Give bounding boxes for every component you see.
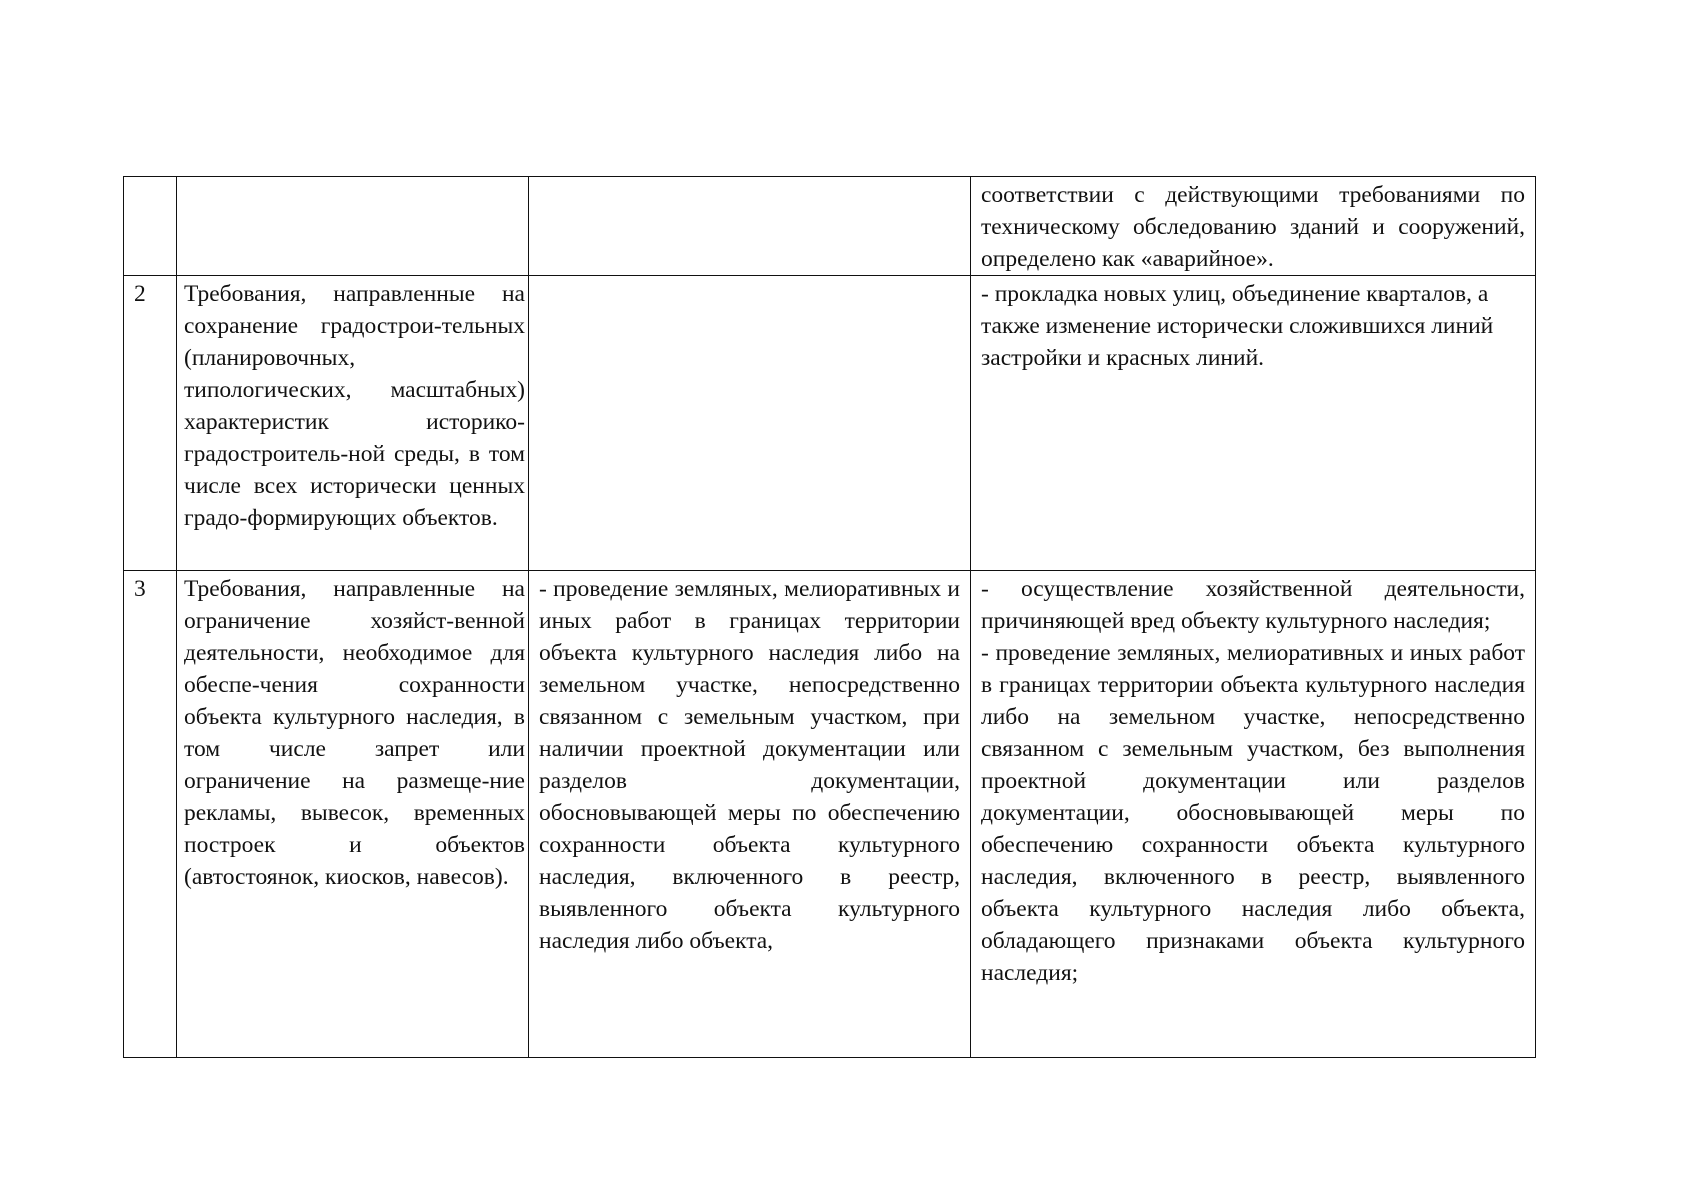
prohibited-cell: [971, 571, 1536, 1058]
requirements-table: [123, 176, 1536, 1058]
requirement-cell: [177, 177, 529, 276]
row-number-cell: [124, 177, 177, 276]
allowed-cell: [529, 177, 971, 276]
allowed-cell: [529, 276, 971, 571]
prohibited-item: - проведение земляных, мелиоративных и иных работ в границах территории объекта культурного наследия либо на земельном участке, непосредственно связанном с земельным участком, без выполнения проектной документации или разделов документации, обосновывающей меры по обеспечению сохранности объекта культурного наследия, включенного в реестр, выявленного объекта культурного наследия либо объекта, обладающего признаками объекта культурного наследия;: [981, 640, 1525, 986]
prohibited-item: - осуществление хозяйственной деятельности, причиняющей вред объекту культурного наследия;: [981, 576, 1525, 634]
requirement-cell: Требования, направленные на ограничение хозяйст-венной деятельности, необходимое для обеспе-чения сохранности объекта культурного наследия, в том числе запрет или ограничение на размеще-ние рекламы, вывесок, временных построек и объектов (автостоянок, киосков, навесов).: [177, 571, 529, 1058]
table-row: [124, 276, 1536, 571]
row-number-cell: 3: [124, 571, 177, 1058]
prohibited-item: соответствии с действующими требованиями по техническому обследованию зданий и сооружений, определено как «аварийное».: [981, 182, 1525, 272]
prohibited-cell: [971, 276, 1536, 571]
prohibited-cell: [971, 177, 1536, 276]
requirement-cell: Требования, направленные на сохранение градострои-тельных (планировочных, типологических, масштабных) характеристик историко-градостроитель-ной среды, в том числе всех исторически ценных градо-формирующих объектов.: [177, 276, 529, 571]
row-number-cell: 2: [124, 276, 177, 571]
table-row: [124, 177, 1536, 276]
prohibited-item: - прокладка новых улиц, объединение кварталов, а также изменение исторически сложившихся линий застройки и красных линий.: [981, 281, 1494, 371]
allowed-cell: - проведение земляных, мелиоративных и иных работ в границах территории объекта культурного наследия либо на земельном участке, непосредственно связанном с земельным участком, при наличии проектной документации или разделов документации, обосновывающей меры по обеспечению сохранности объекта культурного наследия, включенного в реестр, выявленного объекта культурного наследия либо объекта,: [529, 571, 971, 1058]
table-row: [124, 571, 1536, 1058]
